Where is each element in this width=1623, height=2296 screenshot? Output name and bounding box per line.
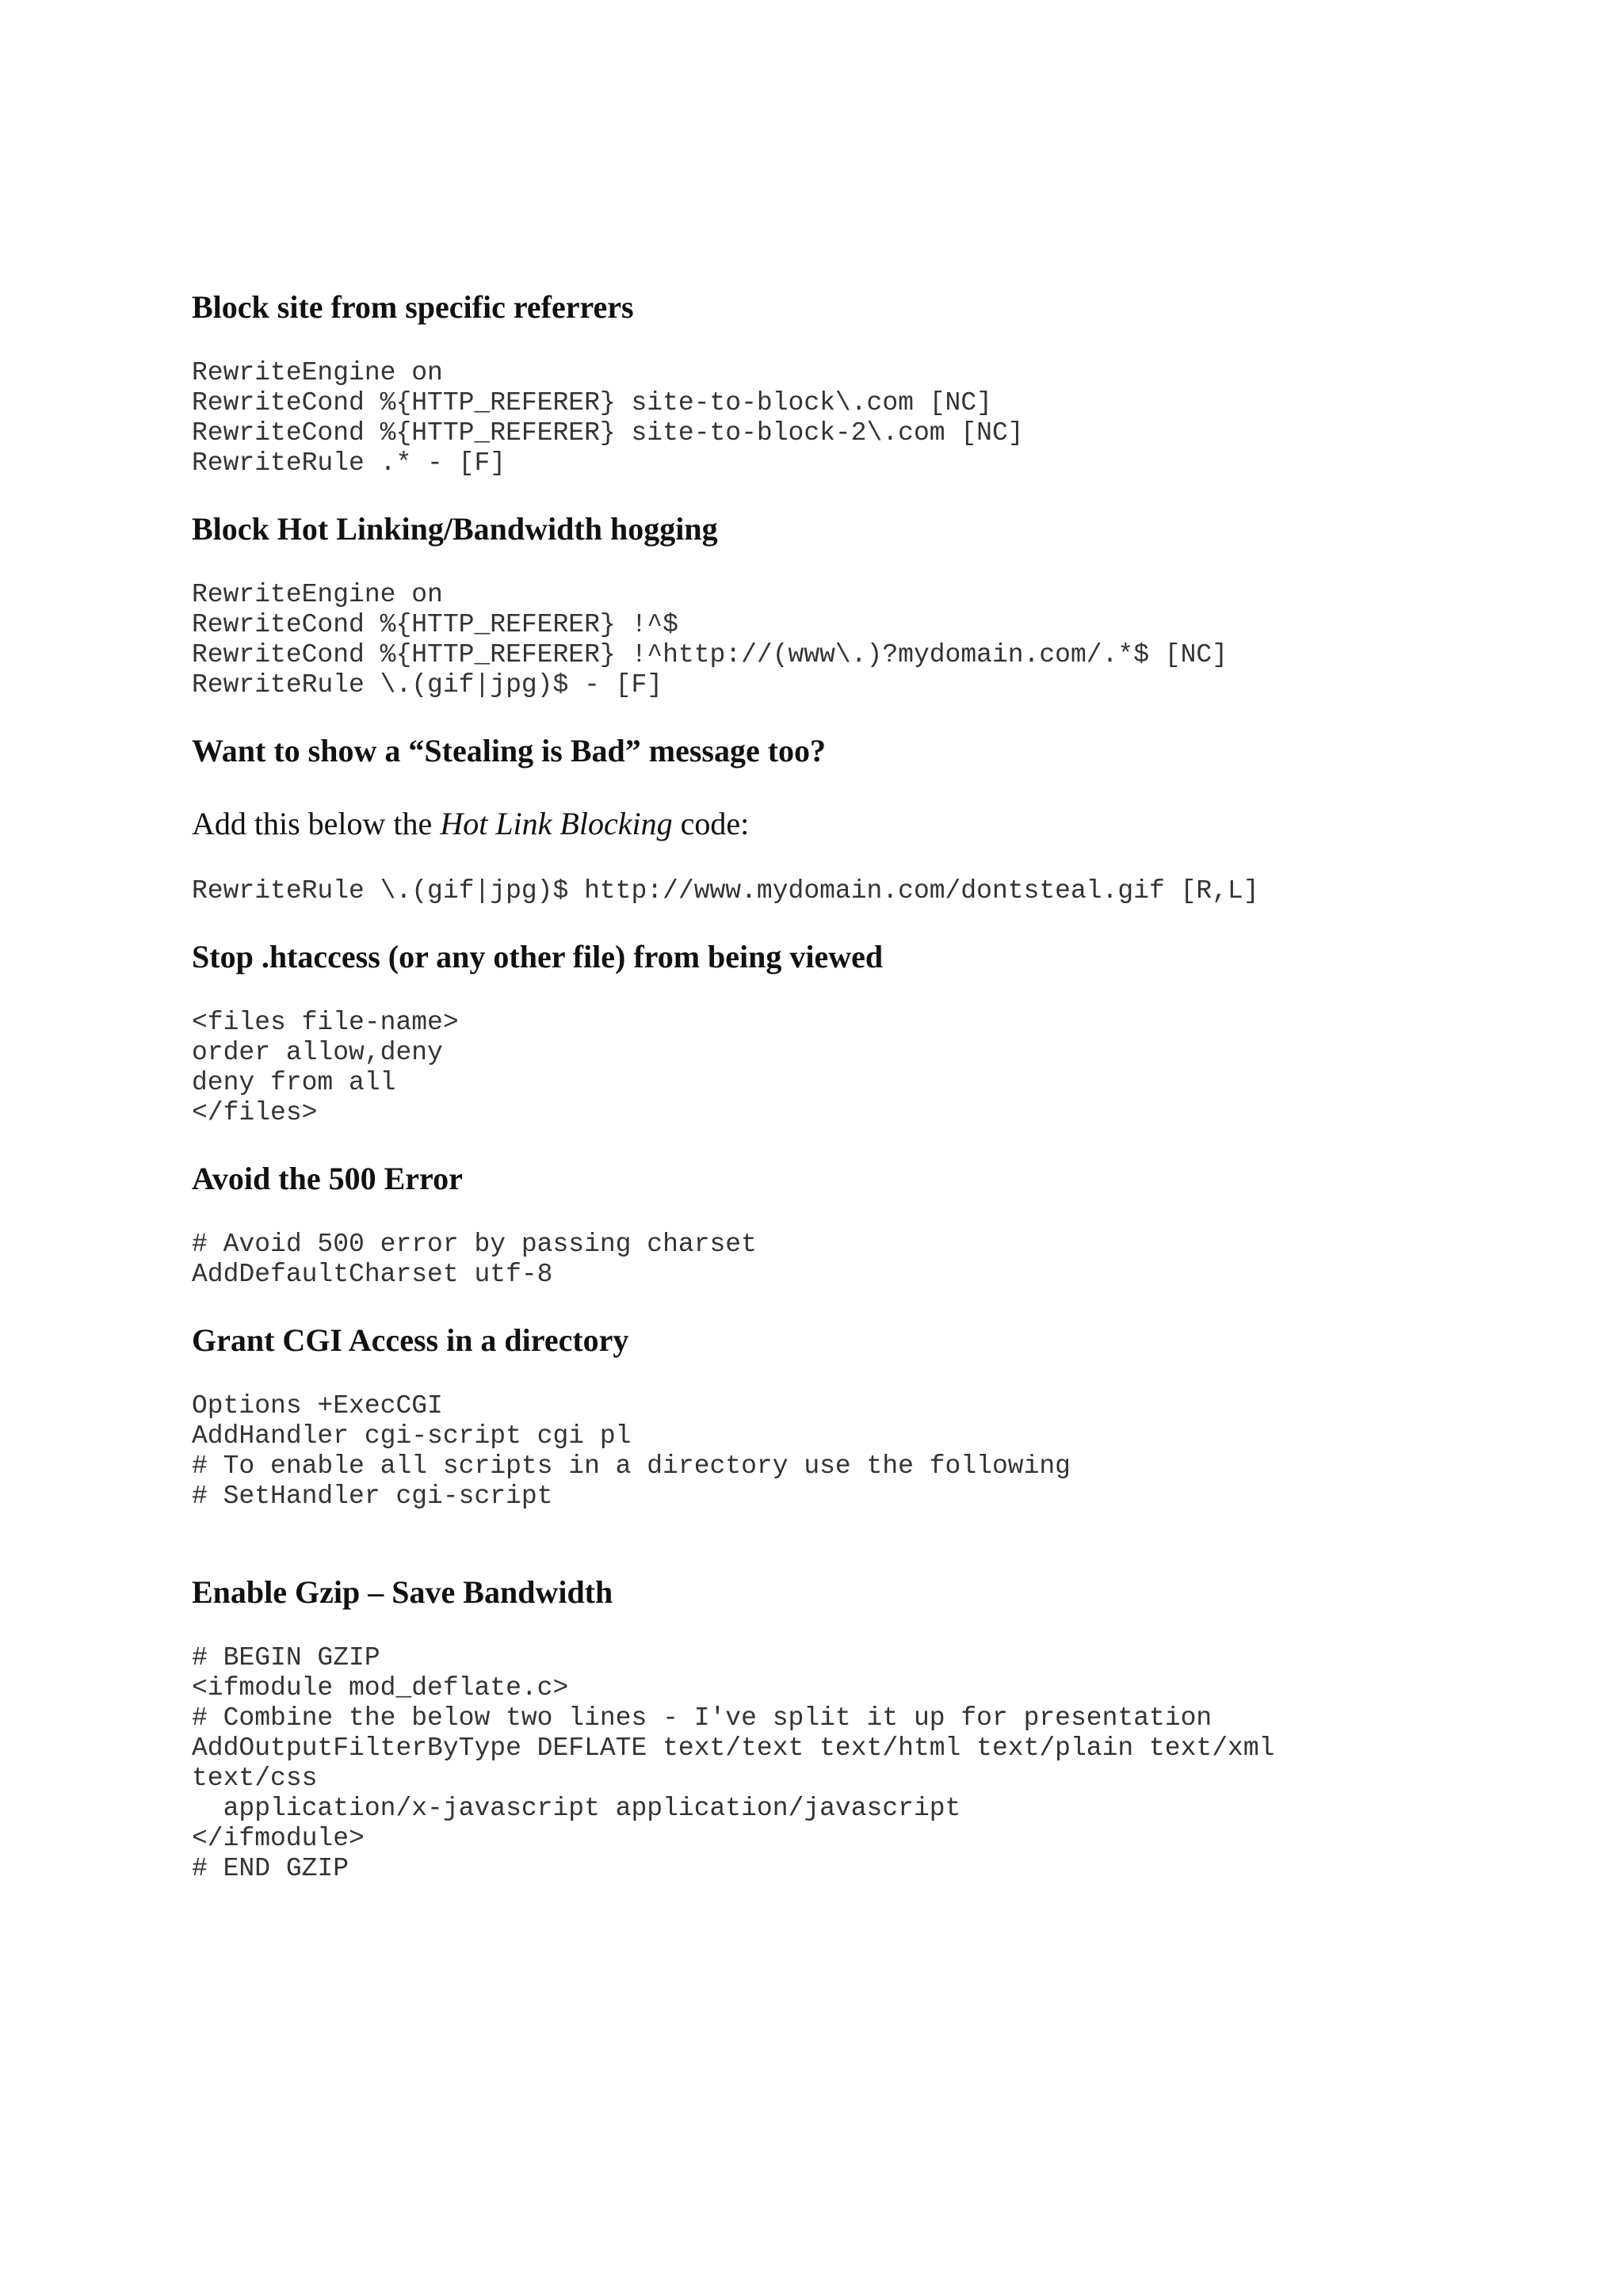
code-line: AddOutputFilterByType DEFLATE text/text text/html text/plain text/xml xyxy=(192,1733,1275,1763)
code-line: RewriteRule \.(gif|jpg)$ http://www.mydomain.com/dontsteal.gif [R,L] xyxy=(192,876,1259,906)
code-block-block-referrers xyxy=(192,358,1539,479)
code-line: RewriteEngine on xyxy=(192,358,443,387)
code-line: RewriteCond %{HTTP_REFERER} !^$ xyxy=(192,610,678,639)
code-block-enable-gzip xyxy=(192,1643,1539,1884)
code-line: # Avoid 500 error by passing charset xyxy=(192,1230,757,1259)
code-line: RewriteCond %{HTTP_REFERER} site-to-block\.com [NC] xyxy=(192,388,992,418)
paragraph-text: Add this below the xyxy=(192,806,441,841)
section-paragraph xyxy=(192,805,1539,843)
paragraph-text: code: xyxy=(672,806,750,841)
code-line: <files file-name> xyxy=(192,1008,459,1037)
section-heading-cgi-access: Grant CGI Access in a directory xyxy=(192,1322,629,1358)
code-line: # SetHandler cgi-script xyxy=(192,1482,553,1511)
code-line: deny from all xyxy=(192,1068,396,1097)
code-line: # To enable all scripts in a directory use the following xyxy=(192,1451,1071,1481)
code-line: <ifmodule mod_deflate.c> xyxy=(192,1673,569,1703)
code-block-avoid-500 xyxy=(192,1230,1539,1290)
code-line: </files> xyxy=(192,1098,318,1127)
code-block-cgi-access xyxy=(192,1391,1539,1512)
code-line: RewriteEngine on xyxy=(192,580,443,609)
section-heading-stealing-message: Want to show a “Stealing is Bad” message too? xyxy=(192,733,827,769)
document-page xyxy=(192,288,1539,1884)
code-line: # BEGIN GZIP xyxy=(192,1643,380,1672)
code-line: RewriteCond %{HTTP_REFERER} site-to-block-2\.com [NC] xyxy=(192,418,1024,448)
section-heading-stop-htaccess: Stop .htaccess (or any other file) from being viewed xyxy=(192,939,884,974)
code-line: application/x-javascript application/javascript xyxy=(192,1794,961,1823)
code-block-hot-linking xyxy=(192,580,1539,700)
code-line: AddHandler cgi-script cgi pl xyxy=(192,1421,632,1451)
code-line: </ifmodule> xyxy=(192,1824,365,1853)
section-heading-avoid-500: Avoid the 500 Error xyxy=(192,1161,463,1196)
code-line: # END GZIP xyxy=(192,1854,349,1883)
code-line: AddDefaultCharset utf-8 xyxy=(192,1260,553,1289)
section-heading-enable-gzip: Enable Gzip – Save Bandwidth xyxy=(192,1574,613,1610)
paragraph-emphasis: Hot Link Blocking xyxy=(440,806,673,841)
code-block-stop-htaccess xyxy=(192,1008,1539,1128)
code-line: Options +ExecCGI xyxy=(192,1391,443,1421)
section-heading-hot-linking: Block Hot Linking/Bandwidth hogging xyxy=(192,511,718,547)
code-line: RewriteRule .* - [F] xyxy=(192,448,506,478)
code-line: RewriteCond %{HTTP_REFERER} !^http://(www\.)?mydomain.com/.*$ [NC] xyxy=(192,640,1228,669)
code-line: order allow,deny xyxy=(192,1038,443,1067)
code-line: text/css xyxy=(192,1764,318,1793)
code-line: # Combine the below two lines - I've split it up for presentation xyxy=(192,1703,1212,1733)
section-heading-block-referrers: Block site from specific referrers xyxy=(192,289,634,325)
code-block-stealing-message xyxy=(192,876,1539,906)
code-line: RewriteRule \.(gif|jpg)$ - [F] xyxy=(192,670,663,700)
